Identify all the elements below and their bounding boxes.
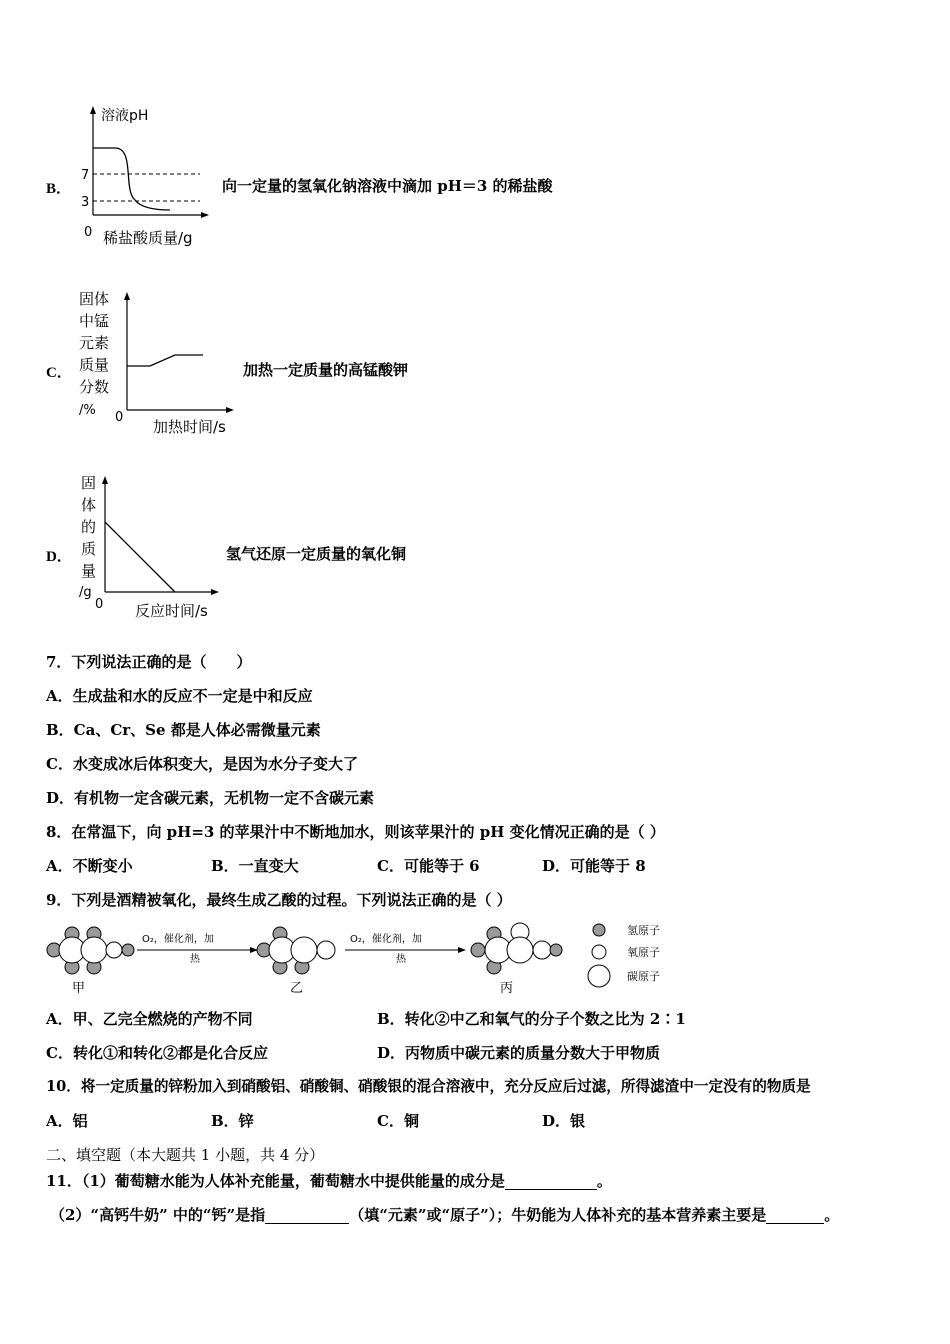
graph-c-x-arrow [226,407,234,413]
legend-carbon [588,965,610,987]
svg-text:分数: 分数 [79,378,110,396]
graph-b-origin: 0 [84,225,93,240]
option-b-label: B． [46,181,72,197]
q7-option-a: A．生成盐和水的反应不一定是中和反应 [46,687,313,705]
svg-text:热: 热 [396,954,406,965]
svg-text:固: 固 [81,474,97,492]
svg-text:/%: /% [79,403,96,418]
graph-b-x-arrow [201,212,209,218]
section-2-title: 二、填空题（本大题共 1 小题，共 4 分） [46,1146,325,1164]
svg-text:热: 热 [190,954,200,965]
option-c-desc: 加热一定质量的高锰酸钾 [243,361,409,379]
legend [588,924,610,987]
molecule-jia [47,927,134,974]
svg-text:体: 体 [81,496,97,514]
option-d-desc: 氢气还原一定质量的氧化铜 [226,545,407,563]
option-d-label: D． [46,549,72,565]
q9-option-b: B．转化②中乙和氧气的分子个数之比为 2∶1 [377,1010,686,1028]
graph-c-origin: 0 [115,410,124,425]
q7-stem: 7．下列说法正确的是（ ） [46,653,252,671]
graph-c-curve [127,355,203,366]
legend-carbon-label: 碳原子 [627,970,660,983]
option-b-desc: 向一定量的氢氧化钠溶液中滴加 pH＝3 的稀盐酸 [222,177,553,195]
graph-d-y-arrow [102,476,108,484]
graph-d-x-axis-label: 反应时间/s [135,602,208,620]
q7-option-c: C．水变成冰后体积变大，是因为水分子变大了 [46,755,358,773]
q8-option-a: A．不断变小 [46,857,133,875]
arrow-2 [345,932,466,965]
graph-d-y-axis-label [79,474,96,600]
graph-b-tick-7: 7 [81,168,90,183]
legend-oxygen [592,945,606,959]
q8-option-d: D．可能等于 8 [542,857,646,875]
svg-text:质: 质 [81,540,97,558]
graph-b-y-axis-label: 溶液pH [101,108,149,124]
q10-option-b: B．锌 [211,1112,254,1130]
q10-option-d: D．银 [542,1112,586,1130]
legend-hydrogen [593,924,605,936]
svg-text:固体: 固体 [79,290,110,308]
q9-molecule-diagram [42,918,682,1000]
molecule-bing [471,923,562,974]
graph-c-x-axis-label: 加热时间/s [153,418,226,436]
svg-text:的: 的 [81,518,97,536]
q11-part-1 [46,1172,612,1190]
label-bing: 丙 [500,981,514,996]
option-c-label: C． [46,365,72,381]
graph-c-y-arrow [124,292,130,300]
q11-part-2-mid: （填“元素”或“原子”）；牛奶能为人体补充的基本营养素主要是 [349,1206,767,1224]
graph-c-y-axis-label [79,290,109,418]
label-jia: 甲 [72,981,86,996]
q9-option-c: C．转化①和转化②都是化合反应 [46,1044,268,1062]
graph-d-origin: 0 [95,597,104,612]
q8-stem: 8．在常温下，向 pH=3 的苹果汁中不断地加水，则该苹果汁的 pH 变化情况正确的是（ ） [46,823,665,841]
q11-part-1-end: 。 [596,1172,612,1190]
q11-part-2-text: （2）“高钙牛奶” 中的“钙”是指 [50,1206,266,1224]
q9-stem: 9．下列是酒精被氧化，最终生成乙酸的过程。下列说法正确的是（ ） [46,891,512,909]
graph-b [75,100,225,250]
svg-text:量: 量 [81,562,97,580]
svg-text:元素: 元素 [79,334,110,352]
q10-option-c: C．铜 [377,1112,419,1130]
q11-blank-1[interactable] [505,1173,597,1190]
q11-part-1-text: 11．（1）葡萄糖水能为人体补充能量，葡萄糖水中提供能量的成分是 [46,1172,505,1190]
graph-d-curve [105,522,175,592]
q7-option-b: B．Ca、Cr、Se 都是人体必需微量元素 [46,721,321,739]
q8-option-b: B．一直变大 [211,857,299,875]
q9-option-d: D．丙物质中碳元素的质量分数大于甲物质 [377,1044,661,1062]
label-yi: 乙 [290,981,304,996]
q9-option-a: A．甲、乙完全燃烧的产物不同 [46,1010,253,1028]
q11-blank-3[interactable] [766,1207,824,1224]
q10-option-a: A．铝 [46,1112,88,1130]
graph-b-x-axis-label: 稀盐酸质量/g [103,229,193,247]
graph-b-y-arrow [90,106,96,114]
svg-text:质量: 质量 [79,356,110,374]
graph-c [75,288,245,438]
legend-hydrogen-label: 氢原子 [627,924,660,937]
molecule-yi [257,927,335,974]
q11-blank-2[interactable] [265,1207,349,1224]
graph-d-x-arrow [211,589,219,595]
legend-oxygen-label: 氧原子 [627,946,660,959]
svg-text:/g: /g [79,585,92,600]
q8-option-c: C．可能等于 6 [377,857,480,875]
q10-stem: 10．将一定质量的锌粉加入到硝酸铝、硝酸铜、硝酸银的混合溶液中，充分反应后过滤，所得滤渣中一定没有的物质是 [46,1078,811,1095]
q11-part-2-end: 。 [824,1206,840,1224]
q7-option-d: D．有机物一定含碳元素，无机物一定不含碳元素 [46,789,375,807]
svg-text:O₂，催化剂，加: O₂，催化剂，加 [350,934,422,945]
graph-d [75,470,235,625]
q11-part-2 [50,1206,839,1224]
arrow-1 [137,932,258,965]
svg-text:中锰: 中锰 [79,312,110,330]
graph-b-tick-3: 3 [81,195,90,210]
svg-text:O₂，催化剂，加: O₂，催化剂，加 [142,934,214,945]
